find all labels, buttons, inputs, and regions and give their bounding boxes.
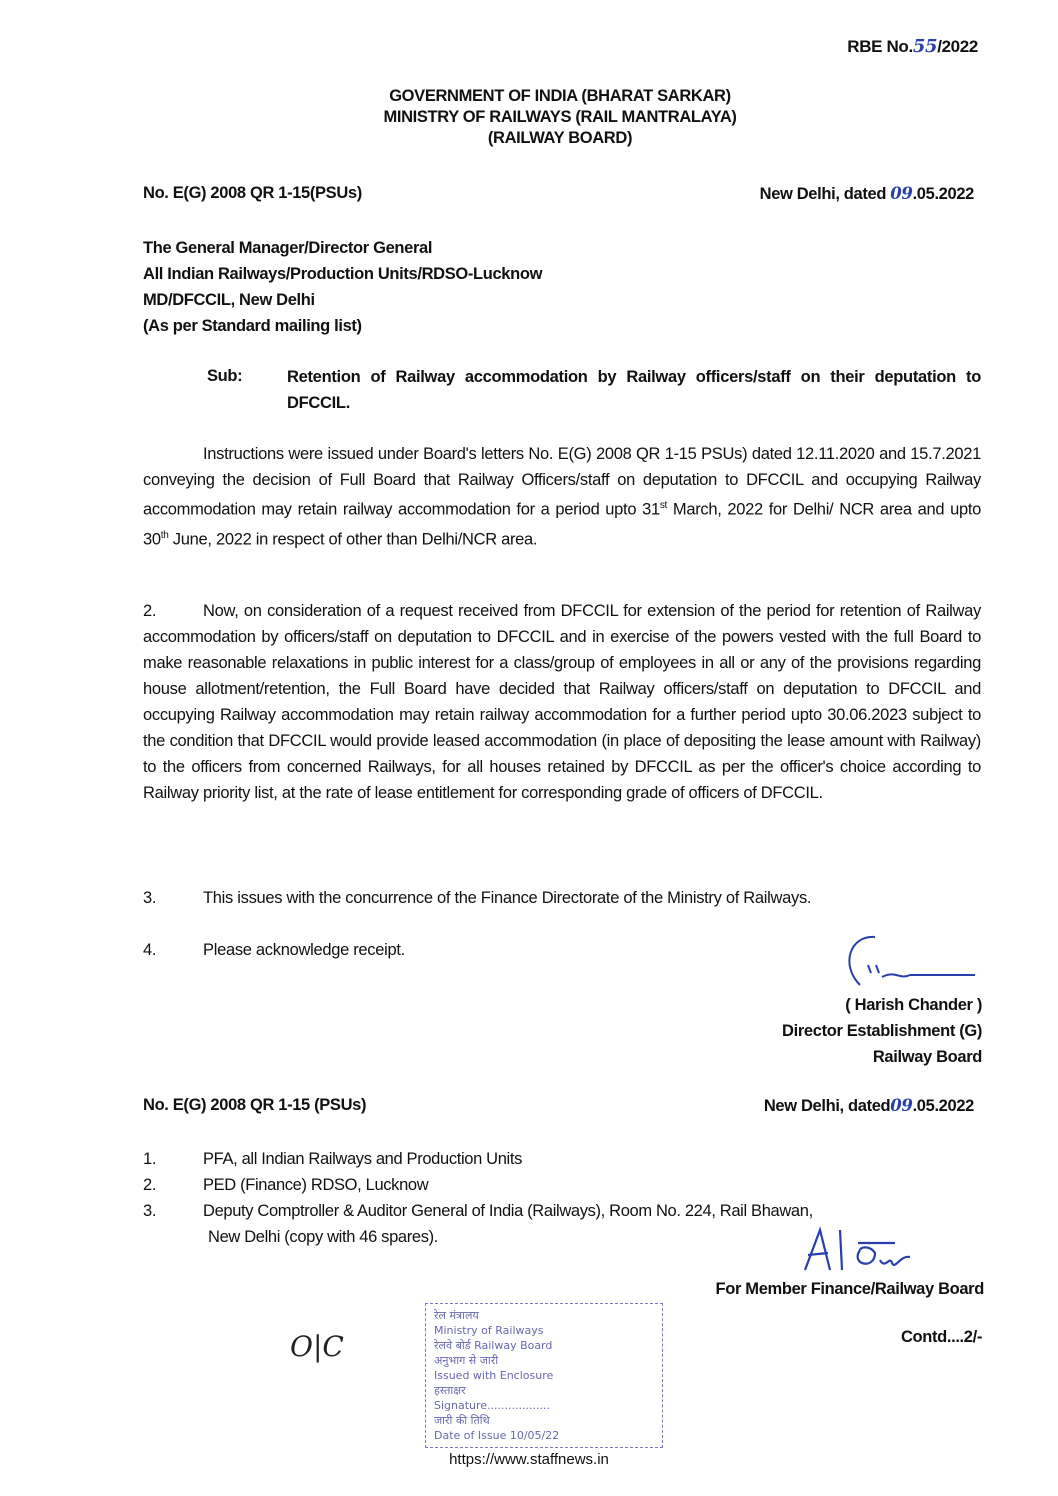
copy-date-prefix: New Delhi, dated (763, 1097, 891, 1115)
stamp-line: रेल मंत्रालय (434, 1309, 479, 1322)
para1-sup1: st (659, 500, 668, 511)
signatory-office: Railway Board (872, 1048, 982, 1066)
subject-label: Sub: (207, 367, 243, 385)
signature-member-finance (800, 1225, 920, 1275)
copy-date (764, 1096, 974, 1116)
para3-number: 3. (143, 889, 157, 907)
signatory-designation: Director Establishment (G) (782, 1022, 982, 1040)
para4-text: Please acknowledge receipt. (203, 941, 405, 959)
stamp-line: Date of Issue 10/05/22 (434, 1429, 560, 1442)
rbe-number (847, 36, 978, 57)
stamp-line: रेलवे बोर्ड Railway Board (434, 1339, 553, 1352)
stamp-line: Issued with Enclosure (434, 1369, 554, 1382)
addressee-line: All Indian Railways/Production Units/RDSO-Lucknow (143, 265, 543, 283)
copy-item (143, 1146, 1003, 1172)
letterhead-government: GOVERNMENT OF INDIA (BHARAT SARKAR) (389, 87, 731, 105)
copy-item (143, 1172, 1003, 1198)
signatory-block-1 (782, 992, 982, 1070)
addressee-line: MD/DFCCIL, New Delhi (143, 291, 315, 309)
letter-date (760, 184, 974, 204)
date-prefix: New Delhi, dated (759, 185, 891, 203)
continued-marker: Contd....2/- (900, 1328, 982, 1346)
copy-item-text: PFA, all Indian Railways and Production Units (203, 1150, 523, 1168)
para2-number: 2. (143, 602, 157, 620)
signatory-2-for: For Member Finance/Railway Board (715, 1280, 984, 1298)
subject-text: Retention of Railway accommodation by Railway officers/staff on their deputation to DFCCIL. (287, 368, 981, 412)
copy-item-number: 3. (143, 1202, 157, 1220)
paragraph-3 (143, 885, 981, 911)
stamp-line: जारी की तिथि (434, 1414, 490, 1427)
reference-number: No. E(G) 2008 QR 1-15(PSUs) (143, 184, 362, 202)
handwritten-oc-note: O|C (290, 1330, 344, 1363)
copy-item-text: New Delhi (copy with 46 spares). (208, 1228, 438, 1246)
paragraph-1 (143, 441, 981, 552)
addressee-line: (As per Standard mailing list) (143, 317, 362, 335)
issue-stamp (425, 1303, 663, 1448)
para3-text: This issues with the concurrence of the Finance Directorate of the Ministry of Railways. (203, 889, 812, 907)
stamp-line: Signature.................. (434, 1399, 551, 1412)
copy-date-day-handwritten: 09 (890, 1096, 913, 1115)
copy-item-text: PED (Finance) RDSO, Lucknow (203, 1176, 429, 1194)
letterhead-board: (RAILWAY BOARD) (487, 129, 633, 147)
copy-item-number: 1. (143, 1150, 157, 1168)
signatory-name: ( Harish Chander ) (845, 996, 982, 1014)
addressee-line: The General Manager/Director General (143, 239, 433, 257)
para1-sup2: th (160, 529, 169, 541)
copy-item (143, 1198, 1003, 1224)
date-rest: .05.2022 (912, 185, 974, 203)
para4-number: 4. (143, 941, 157, 959)
copy-item-text: Deputy Comptroller & Auditor General of India (Railways), Room No. 224, Rail Bhawan, (203, 1202, 813, 1220)
paragraph-2 (143, 598, 981, 806)
signature-harish-chander (820, 925, 980, 995)
rbe-prefix: RBE No. (847, 37, 913, 56)
rbe-handwritten-number: 55 (912, 36, 938, 57)
stamp-line: हस्ताक्षर (434, 1384, 466, 1397)
copy-item-number: 2. (143, 1176, 157, 1194)
letterhead-ministry: MINISTRY OF RAILWAYS (RAIL MANTRALAYA) (383, 108, 737, 126)
copy-date-rest: .05.2022 (912, 1097, 974, 1115)
addressee-block (143, 235, 542, 339)
letterhead (0, 86, 1058, 149)
copy-reference-number: No. E(G) 2008 QR 1-15 (PSUs) (143, 1096, 367, 1114)
rbe-suffix: /2022 (937, 37, 978, 56)
para1-text-b: March, 2022 for Delhi/ NCR area and upto 30 (143, 500, 981, 548)
para2-text: Now, on consideration of a request received from DFCCIL for extension of the period for retention of Railway accommodation by officers/staff on deputation to DFCCIL and in exercise of the powers vested with the full Board to make reasonable relaxations in public interest for a class/group of employees in all or any of the provisions regarding house allotment/retention, the Full Board have decided that Railway officers/staff on deputation to DFCCIL and occupying Railway accommodation may retain railway accommodation for a further period upto 30.06.2023 subject to the condition that DFCCIL would provide leased accommodation (in place of depositing the lease amount with Railway) to the officers from concerned Railways, for all houses retained by DFCCIL as per the officer's choice according to Railway priority list, at the rate of lease entitlement for corresponding grade of officers of DFCCIL. (143, 602, 981, 802)
stamp-line: अनुभाग से जारी (434, 1354, 499, 1367)
footer-url[interactable]: https://www.staffnews.in (449, 1451, 609, 1468)
stamp-line: Ministry of Railways (434, 1324, 544, 1337)
para1-text-c: June, 2022 in respect of other than Delhi/NCR area. (168, 530, 538, 548)
date-day-handwritten: 09 (890, 184, 913, 203)
para1-text-a: Instructions were issued under Board's letters No. E(G) 2008 QR 1-15 PSUs) dated 12.11.2020 and 15.7.2021 conveying the decision of Full Board that Railway Officers/staff on deputation to DFCCIL and occupying Railway accommodation may retain railway accommodation for a period upto 31 (143, 445, 981, 519)
